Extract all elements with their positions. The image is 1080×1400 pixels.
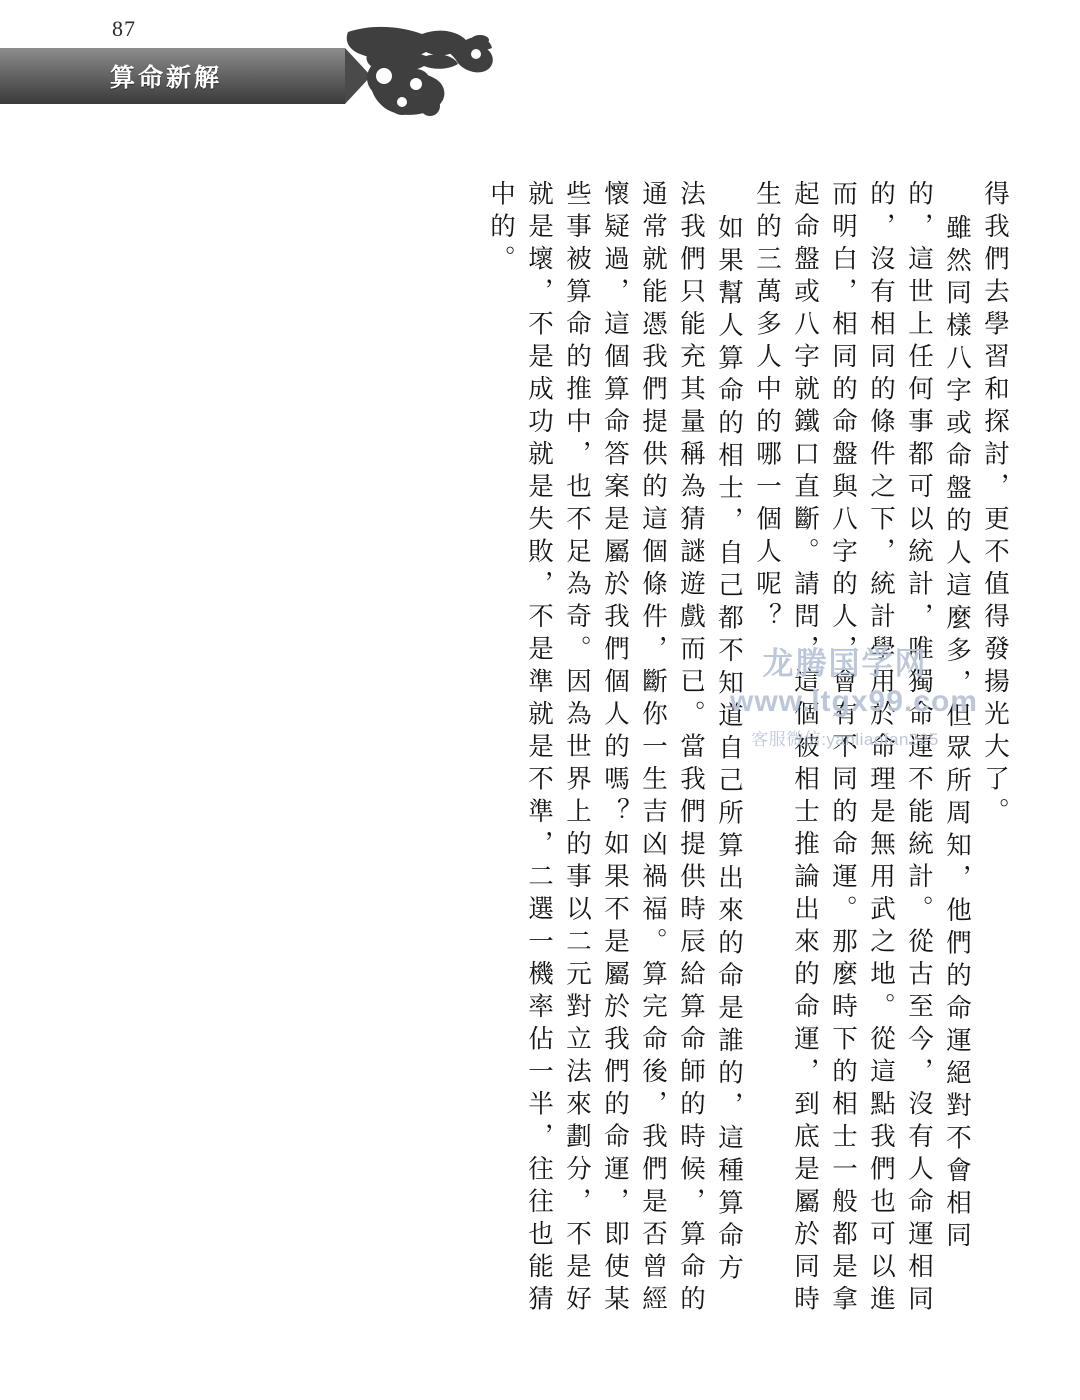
- text-column: 生的三萬多人中的哪一個人呢？: [753, 180, 782, 635]
- text-column: 起命盤或八字就鐵口直斷。請問，這個被相士推論出來的命運，到底是屬於同時: [791, 180, 820, 1318]
- text-column: 的，這世上任何事都可以統計，唯獨命運不能統計。從古至今，沒有人命運相同: [905, 180, 934, 1318]
- text-column: 的，沒有相同的條件之下，統計學用於命理是無用武之地。從這點我們也可以進: [867, 180, 896, 1318]
- text-column: 懷疑過，這個算命答案是屬於我們個人的嗎？如果不是屬於我們的命運，即使某: [601, 180, 630, 1318]
- text-column: 雖然同樣八字或命盤的人這麼多，但眾所周知，他們的命運絕對不會相同: [943, 214, 972, 1254]
- text-column: 就是壞，不是成功就是失敗，不是準就是不準，二選一機率佔一半，往往也能猜: [525, 180, 554, 1318]
- running-title: 算命新解: [110, 64, 223, 92]
- watermark-site-name: 龙腾国学网: [762, 646, 928, 681]
- cloud-ornament-icon: [330, 22, 520, 132]
- text-column: 得我們去學習和探討，更不值得發揚光大了。: [981, 180, 1010, 830]
- page-header: [0, 0, 1080, 140]
- watermark-contact: 客服微信:yanliaofan225: [751, 730, 939, 749]
- page-number: 87: [112, 16, 136, 41]
- text-column: 如果幫人算命的相士，自己都不知道自己所算出來的命是誰的，這種算命方: [715, 214, 744, 1287]
- text-column: 而明白，相同的命盤與八字的人，會有不同的命運。那麼時下的相士一般都是拿: [829, 180, 858, 1318]
- text-column: 通常就能憑我們提供的這個條件，斷你一生吉凶禍福。算完命後，我們是否曾經: [639, 180, 668, 1318]
- text-column: 中的。: [487, 180, 516, 278]
- text-column: 些事被算命的推中，也不足為奇。因為世界上的事以二元對立法來劃分，不是好: [563, 180, 592, 1318]
- text-column: 法我們只能充其量稱為猜謎遊戲而已。當我們提供時辰給算命師的時候，算命的: [677, 180, 706, 1318]
- watermark-url: www.ltgx99.com: [730, 685, 978, 718]
- body-text-columns: [0, 180, 1080, 1360]
